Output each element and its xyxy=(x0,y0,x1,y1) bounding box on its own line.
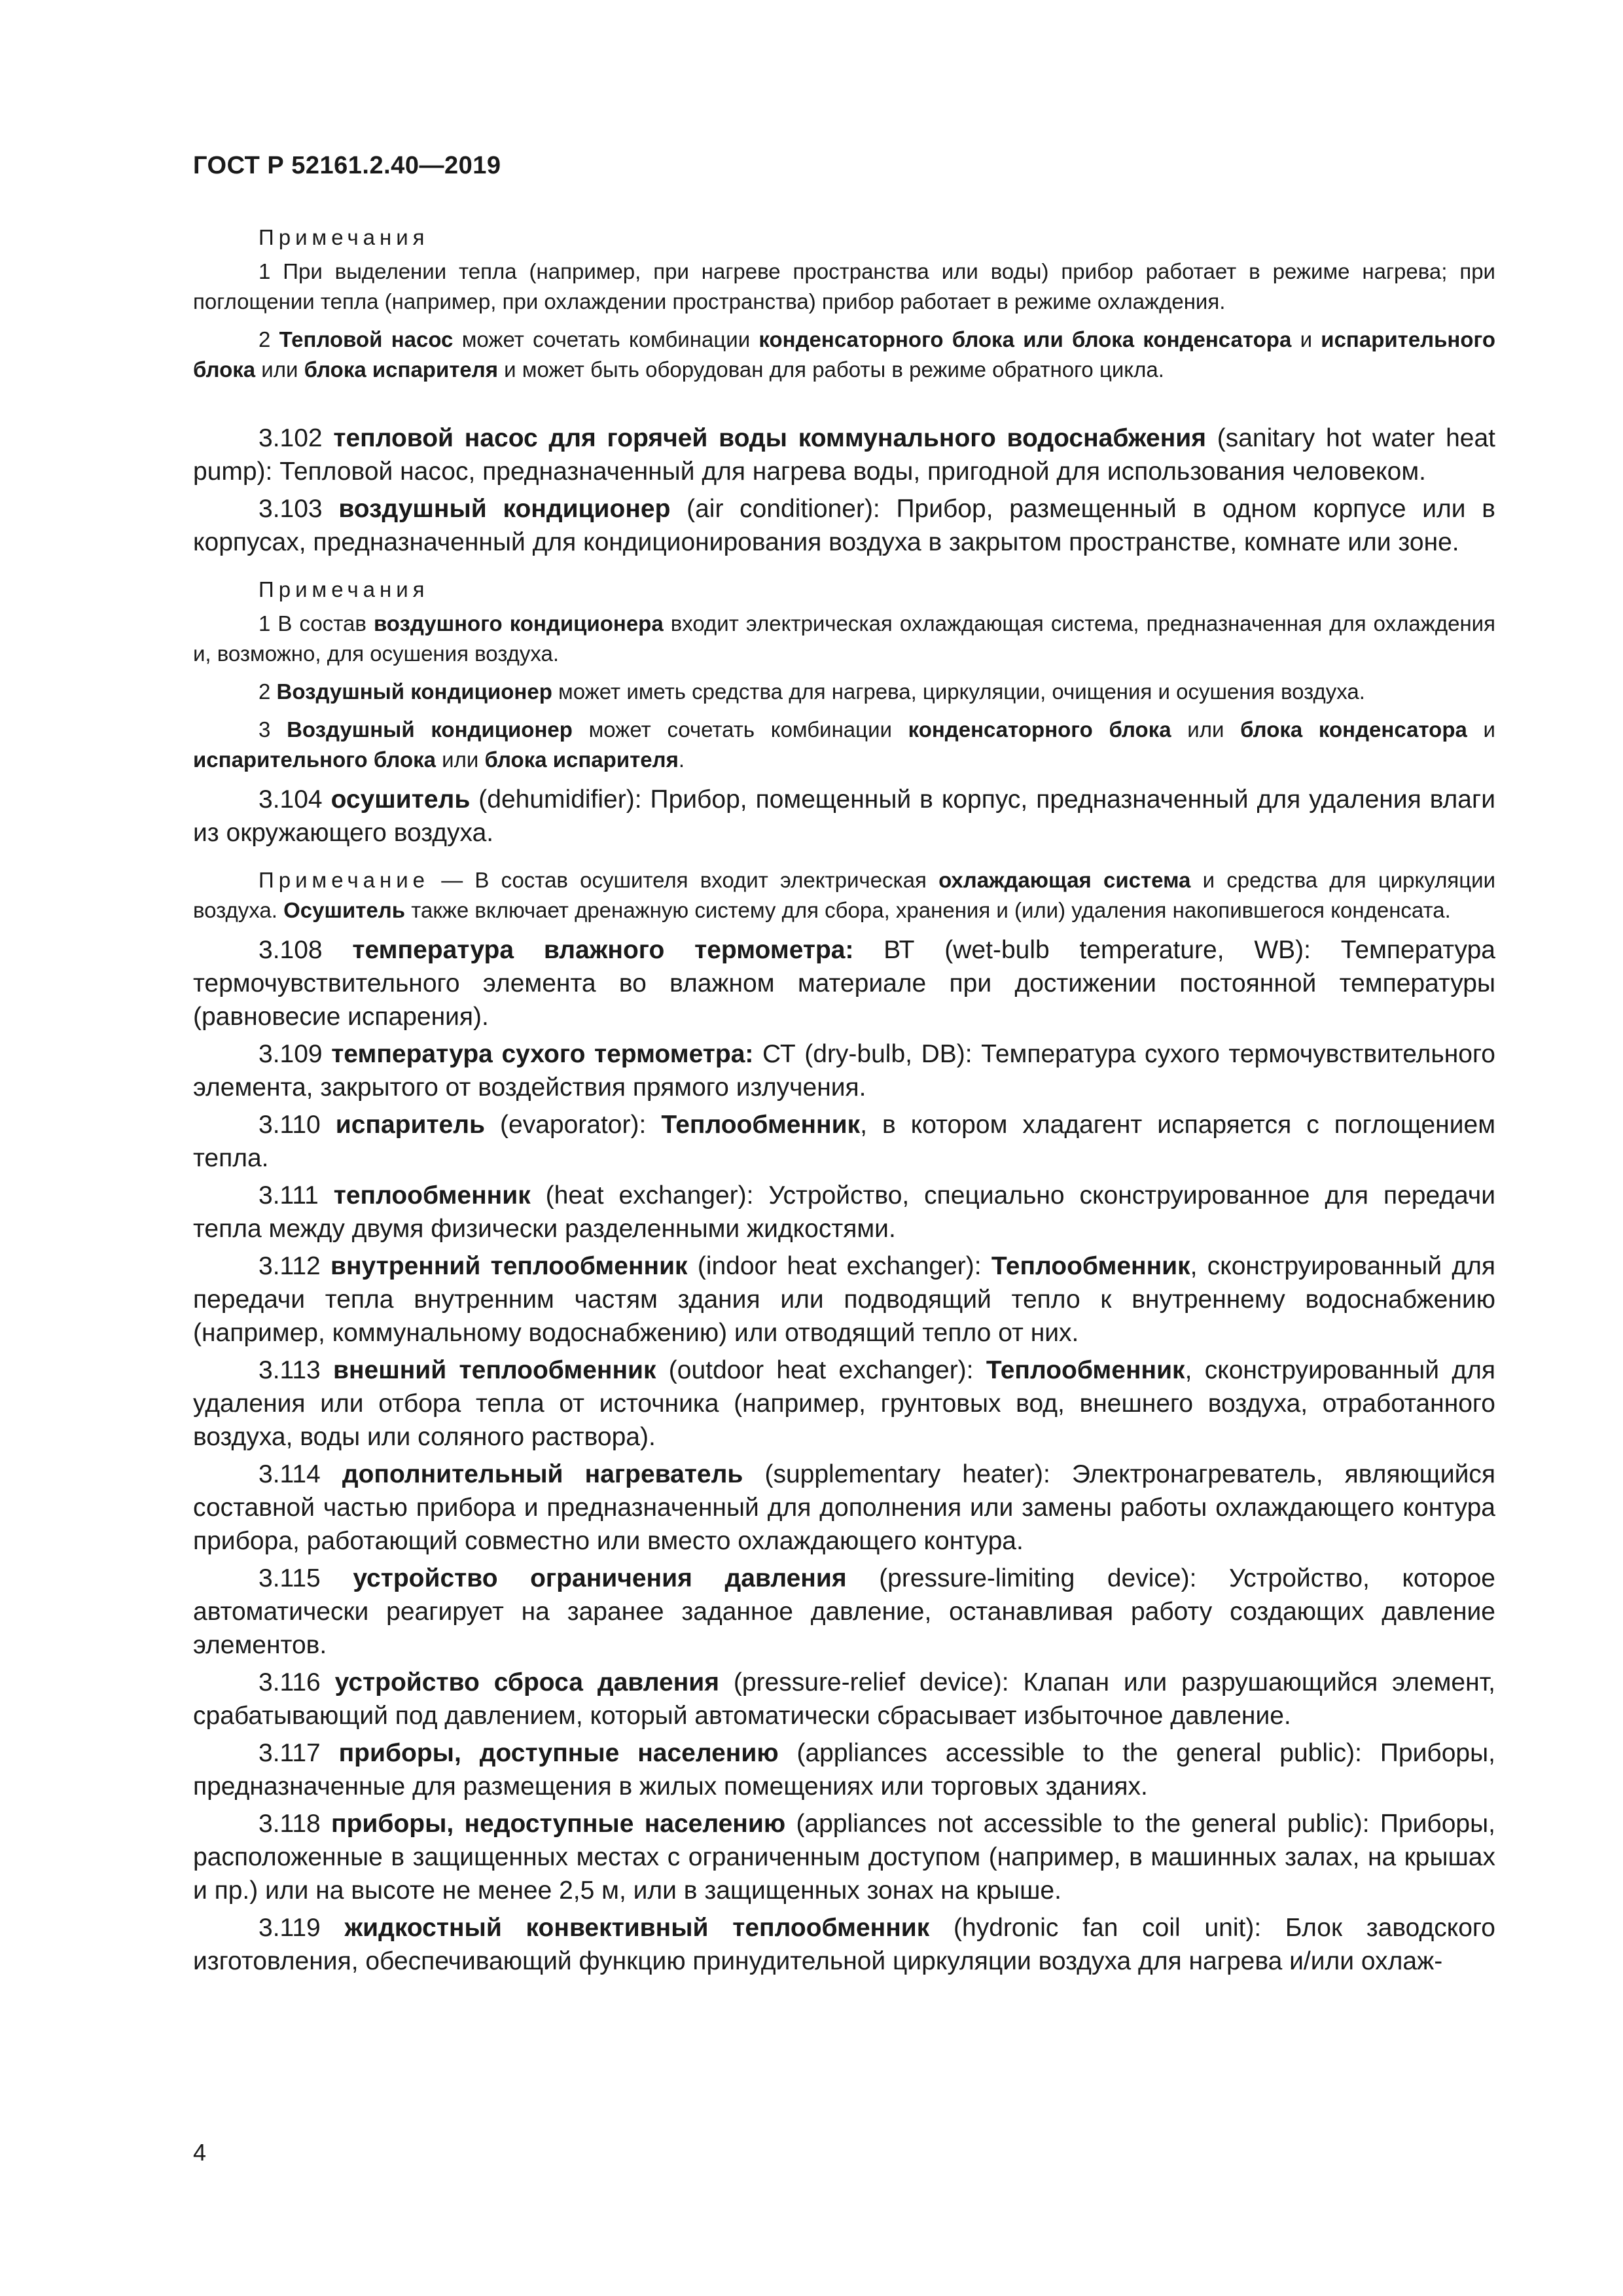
definition-3-117: 3.117 приборы, доступные населению (appliances accessible to the general public): Приборы, предназначенные для размещения в жилых помещениях или торговых зданиях. xyxy=(193,1739,1495,1801)
definition-3-115: 3.115 устройство ограничения давления (pressure-limiting device): Устройство, которое автоматически реагирует на заранее заданное давление, останавливая работу создающих давление элементов. xyxy=(193,1564,1495,1659)
definition-3-116: 3.116 устройство сброса давления (pressure-relief device): Клапан или разрушающийся элемент, срабатывающий под давлением, который автоматически сбрасывает избыточное давление. xyxy=(193,1668,1495,1730)
note-paragraph: 3 Воздушный кондиционер может сочетать комбинации конденсаторного блока или блока конденсатора и испарительного блока или блока испарителя. xyxy=(193,717,1495,772)
term: осушитель xyxy=(330,785,471,814)
notes-heading: Примечания xyxy=(259,225,429,249)
definition-3-102: 3.102 тепловой насос для горячей воды коммунального водоснабжения (sanitary hot water heat pump): Тепловой насос, предназначенный для нагрева воды, пригодной для использования человеком. xyxy=(193,424,1495,486)
definition-3-110: 3.110 испаритель (evaporator): Теплообменник, в котором хладагент испаряется с поглощением тепла. xyxy=(193,1111,1496,1172)
note-paragraph: Примечание — В состав осушителя входит электрическая охлаждающая система и средства для циркуляции воздуха. Осушитель также включает дренажную систему для сбора, хранения и (или) удаления накопившегося конденсата. xyxy=(193,868,1496,922)
note-paragraph: 2 Тепловой насос может сочетать комбинации конденсаторного блока или блока конденсатора и испарительного блока или блока испарителя и может быть оборудован для работы в режиме обратного цикла. xyxy=(193,327,1495,382)
definition-3-108: 3.108 температура влажного термометра: ВТ (wet-bulb temperature, WB): Температура термочувствительного элемента во влажном материале при достижении постоянной температуры (равновесие испарения). xyxy=(193,936,1495,1031)
notes-heading: Примечания xyxy=(259,577,429,601)
page-number: 4 xyxy=(193,2139,207,2166)
definition-3-103: 3.103 воздушный кондиционер (air conditioner): Прибор, размещенный в одном корпусе или в корпусах, предназначенный для кондиционирования воздуха в закрытом пространстве, комнате или зоне. xyxy=(193,495,1495,556)
definition-3-114: 3.114 дополнительный нагреватель (supplementary heater): Электронагреватель, являющийся составной частью прибора и предназначенный для дополнения или замены работы охлаждающего контура прибора, работающий совместно или вместо охлаждающего контура. xyxy=(193,1460,1496,1555)
definition-3-111: 3.111 теплообменник (heat exchanger): Устройство, специально сконструированное для передачи тепла между двумя физически разделенными жидкостями. xyxy=(193,1181,1495,1243)
term: внешний теплообменник xyxy=(333,1356,656,1384)
definition-3-104: 3.104 осушитель (dehumidifier): Прибор, помещенный в корпус, предназначенный для удаления влаги из окружающего воздуха. xyxy=(193,785,1495,847)
term: испаритель xyxy=(335,1111,485,1139)
term: устройство сброса давления xyxy=(334,1668,719,1696)
note-paragraph: 1 В состав воздушного кондиционера входит электрическая охлаждающая система, предназначенная для охлаждения и, возможно, для осушения воздуха. xyxy=(193,611,1495,666)
definition-3-112: 3.112 внутренний теплообменник (indoor heat exchanger): Теплообменник, сконструированный для передачи тепла внутренним частям здания или подводящий тепло к внутреннему водоснабжению (например, коммунальному водоснабжению) или отводящий тепло от них. xyxy=(193,1252,1495,1347)
term: жидкостный конвективный теплообменник xyxy=(344,1914,930,1942)
definition-3-119: 3.119 жидкостный конвективный теплообменник (hydronic fan coil unit): Блок заводского изготовления, обеспечивающий функцию принудительной циркуляции воздуха для нагрева и/или охлаж- xyxy=(193,1914,1495,1975)
term: температура влажного термометра: xyxy=(352,936,854,964)
document-body xyxy=(193,223,1495,1982)
definition-3-113: 3.113 внешний теплообменник (outdoor heat exchanger): Теплообменник, сконструированный для удаления или отбора тепла от источника (например, грунтовых вод, внешнего воздуха, отработанного воздуха, воды или соляного раствора). xyxy=(193,1356,1495,1451)
definition-3-118: 3.118 приборы, недоступные населению (appliances not accessible to the general public): Приборы, расположенные в защищенных местах с ограниченным доступом (например, в машинных залах, на крышах и пр.) или на высоте не менее 2,5 м, или в защищенных зонах на крыше. xyxy=(193,1810,1495,1905)
term: приборы, недоступные населению xyxy=(331,1810,786,1838)
definition-3-109: 3.109 температура сухого термометра: СТ (dry-bulb, DB): Температура сухого термочувствительного элемента, закрытого от воздействия прямого излучения. xyxy=(193,1040,1495,1102)
note-paragraph: 1 При выделении тепла (например, при нагреве пространства или воды) прибор работает в режиме нагрева; при поглощении тепла (например, при охлаждении пространства) прибор работает в режиме охлаждения. xyxy=(193,259,1495,314)
term: внутренний теплообменник xyxy=(330,1252,688,1280)
note-paragraph: 2 Воздушный кондиционер может иметь средства для нагрева, циркуляции, очищения и осушения воздуха. xyxy=(259,679,1365,704)
term: воздушный кондиционер xyxy=(338,495,671,523)
document-header: ГОСТ Р 52161.2.40—2019 xyxy=(193,152,501,179)
term: дополнительный нагреватель xyxy=(342,1460,743,1488)
term: приборы, доступные населению xyxy=(338,1739,779,1767)
term: тепловой насос для горячей воды коммунального водоснабжения xyxy=(333,424,1207,452)
term: температура сухого термометра: xyxy=(331,1040,754,1068)
term: устройство ограничения давления xyxy=(353,1564,847,1592)
term: теплообменник xyxy=(333,1181,531,1210)
